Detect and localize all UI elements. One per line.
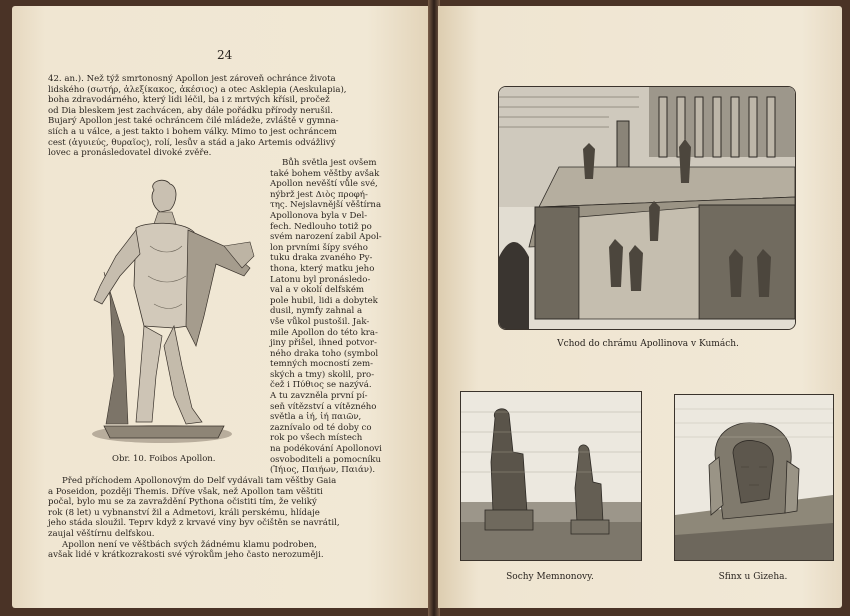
temple-caption: Vchod do chrámu Apollinova v Kumách.: [557, 339, 739, 349]
memnon-caption: Sochy Memnonovy.: [506, 572, 594, 582]
text-line: Bujarý Apollon jest také ochráncem čilé mládeže, zvláště v gymna-: [48, 116, 339, 127]
text-line: osvoboditeli a pomocníku: [270, 454, 381, 465]
text-line: boha zdravodárného, který lidi léčil, ba i z mrtvých křísil, pročež: [48, 95, 330, 106]
text-line: lon prvními šípy svého: [270, 242, 368, 253]
statue-caption: Obr. 10. Foibos Apollon.: [112, 454, 216, 464]
text-line: pole hubil, lidi a dobytek: [270, 295, 378, 306]
text-line: ného draka toho (symbol: [270, 348, 379, 359]
right-page: [438, 6, 842, 608]
text-line: světla a ἰή, ἰή παιῶν,: [270, 412, 362, 423]
apollo-statue-illustration: [64, 176, 262, 446]
text-line: Apollon nevěští vůle své,: [270, 179, 378, 190]
text-line: lidského (σωτήρ, ἀλεξίκακος, ἀκέσιος) a otec Asklepia (Aeskulapia),: [48, 84, 347, 95]
text-line: Latonu byl pronásledo-: [270, 274, 371, 285]
text-line: cest (ἀγυιεύς, θυραῖος), rolí, lesův a stád a jako Artemis odvážlivý: [48, 137, 336, 148]
sphinx-caption: Sfinx u Gizeha.: [718, 572, 788, 582]
right-column-text: [270, 158, 390, 476]
text-line: Apollonova byla v Del-: [270, 210, 368, 221]
text-line: od Dia bleskem jest zachvácen, aby dále pořádku přírody nerušil.: [48, 105, 333, 116]
text-line: mile Apollon do této kra-: [270, 327, 378, 338]
page-number: 24: [217, 48, 233, 62]
text-line: dusil, nymfy zahnal a: [270, 306, 363, 317]
text-line: seň vítězství a vítězného: [270, 401, 377, 412]
text-line: na podékování Apollonovi: [270, 444, 382, 455]
text-line: nýbrž jest Διὸς προφή-: [270, 189, 368, 200]
text-line: zaujal věštírnu delfskou.: [48, 528, 155, 539]
top-paragraph: [48, 74, 390, 159]
text-line: také bohem věštby avšak: [270, 168, 380, 179]
text-line: thona, který matku jeho: [270, 263, 375, 274]
text-line: lovec a pronásledovatel divoké zvěře.: [48, 148, 212, 159]
text-line: vše vůkol pustošil. Jak-: [270, 316, 370, 327]
text-line: της. Nejslavnější věštírna: [270, 200, 382, 211]
text-line: rok (8 let) u vybnanství žil a Admetovi, králi perskému, hlídaje: [48, 507, 320, 518]
text-line: A tu zavzněla první pí-: [270, 391, 368, 402]
text-line: a Poseidon, později Themis. Dříve však, než Apollon tam věštiti: [48, 486, 323, 497]
text-line: rok po všech místech: [270, 433, 363, 444]
text-line: siích a u válce, a jest takto i bohem války. Mimo to jest ochráncem: [48, 126, 337, 137]
colossi-of-memnon-illustration: [460, 391, 642, 561]
text-line: počal, bylo mu se za zavraždění Pythona očistiti tím, že veliký: [48, 497, 317, 508]
text-line: Apollon není ve věštbách svých žádnému klamu podroben,: [62, 539, 317, 550]
text-line: zaznívalo od té doby co: [270, 422, 372, 433]
text-line: ských a tmy) skolil, pro-: [270, 369, 375, 380]
text-line: Před příchodem Apollonovým do Delf vydávali tam věštby Gaia: [62, 476, 337, 486]
text-line: svém narození zabil Apol-: [270, 232, 382, 243]
text-line: jiny přišel, ihned potvor-: [270, 338, 377, 349]
sphinx-illustration: [674, 394, 834, 561]
text-line: tuku draka zvaného Py-: [270, 253, 373, 264]
text-line: Bůh světla jest ovšem: [282, 158, 377, 168]
text-line: fech. Nedlouho totiž po: [270, 221, 372, 232]
text-line: 42. an.). Než týž smrtonosný Apollon jest zároveň ochránce života: [48, 74, 336, 84]
text-line: (Ἰήιος, Παιήων, Παιάν).: [270, 465, 376, 476]
temple-entrance-illustration: [498, 86, 796, 330]
bottom-paragraph: [48, 476, 390, 561]
text-line: čež i Πύθιος se nazývá.: [270, 380, 372, 391]
text-line: temných mocností zem-: [270, 359, 374, 370]
text-line: val a v okolí delfském: [270, 285, 365, 296]
text-line: avšak lidé v krátkozrakosti své výrokům jeho často nerozuměji.: [48, 550, 324, 561]
text-line: jeho stáda sloužil. Teprv když z krvavé viny byv očištěn se navrátil,: [48, 518, 340, 529]
left-page: [12, 6, 430, 608]
